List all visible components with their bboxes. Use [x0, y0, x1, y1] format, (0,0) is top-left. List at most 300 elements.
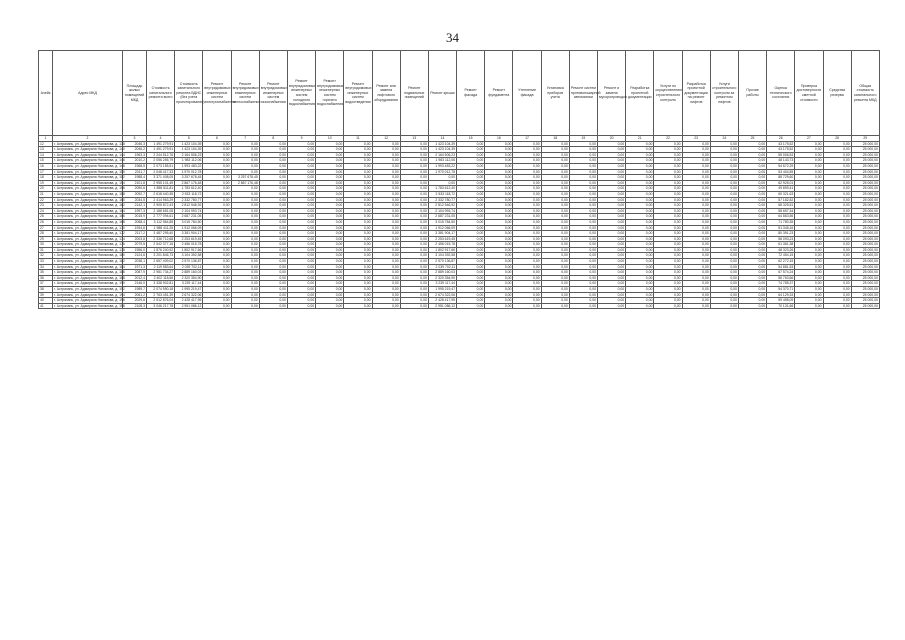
value-cell: 0,00 — [485, 186, 513, 192]
value-cell: 25 000,00 — [851, 163, 879, 169]
value-cell: 0,00 — [738, 264, 766, 270]
value-cell: 2 048 417,33 — [147, 169, 175, 175]
value-cell: 0,00 — [541, 147, 569, 153]
value-cell: 0,00 — [682, 236, 710, 242]
value-cell: 0,00 — [231, 152, 259, 158]
value-cell: 53 404,55 — [767, 169, 795, 175]
value-cell: 0,00 — [654, 275, 682, 281]
value-cell: 0,00 — [400, 253, 428, 259]
value-cell: 2142,1 — [123, 203, 147, 209]
value-cell: 0,00 — [569, 163, 597, 169]
value-cell: 71 780,35 — [767, 219, 795, 225]
value-cell: 0,00 — [513, 141, 541, 147]
column-header-12: Ремонт или замена лифтового оборудования — [372, 51, 400, 136]
column-header-28: Средства резерва — [823, 51, 851, 136]
value-cell: 0,00 — [626, 275, 654, 281]
value-cell: 0,00 — [682, 163, 710, 169]
value-cell: 0,00 — [795, 163, 823, 169]
column-number-28: 28 — [823, 136, 851, 142]
value-cell: 0,00 — [682, 242, 710, 248]
row-index-cell: 28 — [39, 231, 53, 237]
value-cell: 0,00 — [598, 259, 626, 265]
value-cell: 62 272,15 — [767, 259, 795, 265]
column-number-13: 13 — [400, 136, 428, 142]
value-cell: 0,00 — [316, 163, 344, 169]
value-cell: 0,00 — [203, 158, 231, 164]
value-cell: 0,00 — [710, 264, 738, 270]
value-cell: 0,00 — [654, 242, 682, 248]
value-cell: 1988,4 — [123, 175, 147, 181]
value-cell: 0,00 — [400, 275, 428, 281]
value-cell: 0,00 — [457, 141, 485, 147]
value-cell: 0,00 — [485, 191, 513, 197]
value-cell: 0,00 — [231, 191, 259, 197]
row-index-cell: 16 — [39, 163, 53, 169]
row-index-cell: 40 — [39, 298, 53, 304]
value-cell: 64 129,33 — [767, 292, 795, 298]
value-cell: 0,00 — [400, 175, 428, 181]
value-cell: 0,00 — [626, 147, 654, 153]
column-header-3: Площадь жилых помещений МКД — [123, 51, 147, 136]
value-cell: 0,00 — [287, 158, 315, 164]
value-cell: 0,00 — [823, 152, 851, 158]
value-cell: 0,00 — [203, 197, 231, 203]
value-cell: 1 912 066,09 — [175, 225, 203, 231]
value-cell: 0,00 — [738, 231, 766, 237]
value-cell: 0,00 — [203, 225, 231, 231]
column-header-18: Установка приборов учета — [541, 51, 569, 136]
value-cell: 0,00 — [682, 270, 710, 276]
value-cell: 0,00 — [316, 275, 344, 281]
value-cell: 0,00 — [626, 175, 654, 181]
value-cell: 0,00 — [485, 152, 513, 158]
value-cell: 0,00 — [259, 158, 287, 164]
value-cell: 0,00 — [541, 303, 569, 309]
value-cell: 3 201 846,73 — [147, 253, 175, 259]
value-cell: 0,00 — [316, 303, 344, 309]
value-cell: 2146,0 — [123, 281, 147, 287]
value-cell: 0,00 — [231, 158, 259, 164]
address-cell: г. Астрахань, ул. Адмирала Нахимова, д. 178 — [54, 247, 125, 252]
value-cell: 0,00 — [485, 141, 513, 147]
value-cell: 0,00 — [738, 225, 766, 231]
value-cell: 2 164 506,23 — [428, 152, 456, 158]
value-cell: 0,00 — [738, 275, 766, 281]
value-cell: 2015,9 — [123, 214, 147, 220]
address-cell: г. Астрахань, ул. Адмирала Нахимова, д. 198 — [54, 303, 125, 308]
value-cell: 2 332 780,77 — [428, 197, 456, 203]
value-cell: 0,00 — [654, 292, 682, 298]
value-cell: 0,00 — [682, 303, 710, 309]
value-cell: 25 000,00 — [851, 253, 879, 259]
value-cell: 0,00 — [372, 175, 400, 181]
value-cell: 0,00 — [485, 264, 513, 270]
value-cell: 0,00 — [316, 152, 344, 158]
value-cell: 0,00 — [795, 247, 823, 253]
column-number-19: 19 — [569, 136, 597, 142]
value-cell: 0,00 — [738, 152, 766, 158]
value-cell: 0,00 — [569, 270, 597, 276]
value-cell: 0,00 — [598, 147, 626, 153]
value-cell: 0,00 — [738, 169, 766, 175]
row-index-cell: 22 — [39, 197, 53, 203]
value-cell: 0,00 — [485, 147, 513, 153]
value-cell: 0,00 — [823, 298, 851, 304]
value-cell: 0,00 — [259, 214, 287, 220]
value-cell: 0,00 — [710, 253, 738, 259]
value-cell: 0,00 — [654, 191, 682, 197]
value-cell: 0,00 — [795, 180, 823, 186]
value-cell: 0,00 — [541, 231, 569, 237]
value-cell: 43 175,52 — [767, 147, 795, 153]
value-cell: 0,00 — [203, 292, 231, 298]
value-cell: 1 983 112,06 — [175, 158, 203, 164]
column-header-6: Ремонт внутридомовых инженерных систем электроснабжения — [203, 51, 231, 136]
row-index-cell: 29 — [39, 236, 53, 242]
value-cell: 0,00 — [626, 214, 654, 220]
value-cell: 1 988 411,25 — [147, 225, 175, 231]
value-cell: 0,00 — [626, 191, 654, 197]
value-cell: 0,00 — [541, 298, 569, 304]
value-cell: 0,00 — [203, 270, 231, 276]
value-cell: 0,00 — [569, 214, 597, 220]
value-cell: 0,00 — [569, 242, 597, 248]
value-cell: 2101,8 — [123, 180, 147, 186]
value-cell: 0,00 — [316, 298, 344, 304]
value-cell: 0,00 — [344, 203, 372, 209]
value-cell: 0,00 — [231, 298, 259, 304]
value-cell: 0,00 — [259, 180, 287, 186]
value-cell: 1 858 511,81 — [147, 186, 175, 192]
value-cell: 0,00 — [569, 236, 597, 242]
value-cell: 0,00 — [654, 231, 682, 237]
value-cell: 0,00 — [485, 197, 513, 203]
value-cell: 0,00 — [710, 219, 738, 225]
value-cell: 0,00 — [682, 259, 710, 265]
column-header-20: Ремонт и замена мусоропроводов — [598, 51, 626, 136]
value-cell: 0,00 — [400, 264, 428, 270]
value-cell: 0,00 — [738, 147, 766, 153]
value-cell: 0,00 — [231, 147, 259, 153]
address-cell: г. Астрахань, ул. Адмирала Нахимова, д. 184 — [54, 264, 125, 269]
value-cell: 0,00 — [316, 225, 344, 231]
value-cell: 2 428 417,95 — [175, 298, 203, 304]
value-cell: 1 876 240,92 — [147, 247, 175, 253]
value-cell: 54 370,71 — [767, 287, 795, 293]
value-cell: 0,00 — [541, 281, 569, 287]
value-cell: 0,00 — [457, 231, 485, 237]
value-cell: 72 454,15 — [767, 253, 795, 259]
value-cell: 0,00 — [541, 180, 569, 186]
value-cell: 0,00 — [231, 270, 259, 276]
value-cell: 0,00 — [287, 219, 315, 225]
value-cell: 0,00 — [457, 303, 485, 309]
value-cell: 0,00 — [541, 163, 569, 169]
value-cell: 0,00 — [682, 158, 710, 164]
value-cell: 1 802 917,66 — [175, 247, 203, 253]
value-cell: 56 763,66 — [767, 275, 795, 281]
value-cell: 2 674 322,06 — [428, 292, 456, 298]
value-cell: 0,00 — [457, 152, 485, 158]
value-cell: 0,00 — [203, 298, 231, 304]
value-cell: 25 000,00 — [851, 242, 879, 248]
value-cell: 0,00 — [372, 298, 400, 304]
row-index-cell: 30 — [39, 242, 53, 248]
column-header-1: Ачейк — [39, 51, 53, 136]
value-cell: 0,00 — [203, 219, 231, 225]
value-cell: 0,00 — [795, 208, 823, 214]
value-cell: 2 687 231,05 — [175, 214, 203, 220]
value-cell: 3 487 295,40 — [147, 231, 175, 237]
value-cell: 2 074 590,18 — [147, 287, 175, 293]
address-cell: г. Астрахань, ул. Адмирала Нахимова, д. 150 — [54, 169, 125, 174]
value-cell: 0,00 — [654, 247, 682, 253]
value-cell: 0,00 — [316, 191, 344, 197]
value-cell: 0,00 — [372, 247, 400, 253]
value-cell: 0,00 — [710, 287, 738, 293]
value-cell: 0,00 — [259, 175, 287, 181]
value-cell: 0,00 — [231, 231, 259, 237]
value-cell: 0,00 — [738, 253, 766, 259]
value-cell: 48 143,73 — [767, 158, 795, 164]
column-header-25: Прочие работы — [738, 51, 766, 136]
address-cell: г. Астрахань, ул. Адмирала Нахимова, д. 182 — [54, 259, 125, 264]
value-cell: 0,00 — [287, 169, 315, 175]
value-cell: 0,00 — [344, 163, 372, 169]
value-cell: 0,00 — [485, 292, 513, 298]
value-cell: 0,00 — [738, 298, 766, 304]
value-cell: 59 458,09 — [767, 298, 795, 304]
value-cell: 0,00 — [710, 270, 738, 276]
value-cell: 0,00 — [316, 231, 344, 237]
value-cell: 0,00 — [372, 208, 400, 214]
value-cell: 0,00 — [287, 208, 315, 214]
address-cell: г. Астрахань, ул. Адмирала Нахимова, д. 152 — [54, 175, 125, 180]
value-cell: 1 783 612,40 — [428, 186, 456, 192]
value-cell: 0,00 — [823, 208, 851, 214]
value-cell: 0,00 — [654, 158, 682, 164]
value-cell: 0,00 — [654, 163, 682, 169]
column-number-24: 24 — [710, 136, 738, 142]
value-cell: 0,00 — [598, 169, 626, 175]
value-cell: 0,00 — [682, 191, 710, 197]
value-cell: 0,00 — [259, 264, 287, 270]
value-cell: 0,00 — [287, 275, 315, 281]
value-cell: 0,00 — [738, 236, 766, 242]
value-cell: 0,00 — [823, 186, 851, 192]
value-cell: 0,00 — [513, 270, 541, 276]
value-cell: 0,00 — [259, 163, 287, 169]
value-cell: 2061,2 — [123, 292, 147, 298]
value-cell: 0,00 — [259, 242, 287, 248]
value-cell: 0,00 — [823, 191, 851, 197]
value-cell: 0,00 — [682, 264, 710, 270]
value-cell: 0,00 — [569, 292, 597, 298]
value-cell: 0,00 — [287, 191, 315, 197]
value-cell: 0,00 — [457, 236, 485, 242]
value-cell: 0,00 — [569, 152, 597, 158]
value-cell: 0,00 — [485, 298, 513, 304]
value-cell: 1 995 219,47 — [175, 287, 203, 293]
value-cell: 0,00 — [259, 259, 287, 265]
column-number-29: 29 — [851, 136, 879, 142]
value-cell: 0,00 — [626, 225, 654, 231]
value-cell: 0,00 — [738, 141, 766, 147]
table-row — [39, 303, 880, 309]
value-cell: 2 456 015,78 — [428, 242, 456, 248]
value-cell: 0,00 — [654, 281, 682, 287]
value-cell: 0,00 — [569, 191, 597, 197]
value-cell: 0,00 — [316, 214, 344, 220]
value-cell: 0,00 — [372, 141, 400, 147]
value-cell: 0,00 — [513, 152, 541, 158]
column-number-10: 10 — [316, 136, 344, 142]
value-cell: 0,00 — [569, 287, 597, 293]
value-cell: 0,00 — [541, 203, 569, 209]
value-cell: 0,00 — [316, 253, 344, 259]
value-cell: 0,00 — [344, 264, 372, 270]
value-cell: 1989,7 — [123, 287, 147, 293]
value-cell: 0,00 — [710, 197, 738, 203]
value-cell: 0,00 — [485, 225, 513, 231]
column-number-12: 12 — [372, 136, 400, 142]
value-cell: 0,00 — [738, 158, 766, 164]
value-cell: 0,00 — [654, 180, 682, 186]
value-cell: 0,00 — [569, 208, 597, 214]
value-cell: 0,00 — [316, 292, 344, 298]
column-number-15: 15 — [457, 136, 485, 142]
value-cell: 0,00 — [457, 158, 485, 164]
column-header-9: Ремонт внутридомовых инженерных систем холодного водоснабжения — [287, 51, 315, 136]
value-cell: 0,00 — [626, 236, 654, 242]
value-cell: 0,00 — [344, 236, 372, 242]
value-cell: 0,00 — [823, 197, 851, 203]
value-cell: 0,00 — [654, 141, 682, 147]
column-header-26: Оценка технического состояния — [767, 51, 795, 136]
value-cell: 3 381 904,17 — [428, 231, 456, 237]
column-header-24: Услуги строительного контроля за ремонтом лифтов — [710, 51, 738, 136]
address-cell: г. Астрахань, ул. Адмирала Нахимова, д. 166 — [54, 214, 125, 219]
value-cell: 70 131,66 — [767, 303, 795, 309]
value-cell: 0,00 — [710, 225, 738, 231]
value-cell: 0,00 — [513, 175, 541, 181]
value-cell: 0,00 — [626, 152, 654, 158]
value-cell: 3 112 564,85 — [147, 219, 175, 225]
value-cell: 0,00 — [541, 219, 569, 225]
value-cell: 0,00 — [569, 275, 597, 281]
value-cell: 0,00 — [654, 259, 682, 265]
value-cell: 3 239 117,44 — [428, 281, 456, 287]
value-cell: 0,00 — [682, 287, 710, 293]
value-cell: 0,00 — [259, 191, 287, 197]
value-cell: 25 000,00 — [851, 281, 879, 287]
value-cell: 0,00 — [823, 236, 851, 242]
value-cell: 25 000,00 — [851, 180, 879, 186]
value-cell: 3 104 392,58 — [175, 253, 203, 259]
value-cell: 0,00 — [344, 191, 372, 197]
value-cell: 0,00 — [259, 253, 287, 259]
value-cell: 0,00 — [344, 281, 372, 287]
value-cell: 0,00 — [710, 191, 738, 197]
column-number-1: 1 — [39, 136, 53, 142]
value-cell: 0,00 — [203, 242, 231, 248]
row-index-cell: 13 — [39, 147, 53, 153]
value-cell: 0,00 — [287, 147, 315, 153]
value-cell: 0,00 — [485, 180, 513, 186]
value-cell: 0,00 — [513, 236, 541, 242]
value-cell: 0,00 — [598, 275, 626, 281]
value-cell: 0,00 — [682, 298, 710, 304]
value-cell: 2 414 963,29 — [147, 197, 175, 203]
value-cell: 0,00 — [823, 163, 851, 169]
value-cell: 0,00 — [598, 270, 626, 276]
value-cell: 0,00 — [682, 225, 710, 231]
row-index-cell: 18 — [39, 175, 53, 181]
value-cell: 0,00 — [287, 152, 315, 158]
row-index-cell: 24 — [39, 208, 53, 214]
value-cell: 25 000,00 — [851, 175, 879, 181]
value-cell: 2 188 651,08 — [147, 208, 175, 214]
value-cell: 0,00 — [710, 203, 738, 209]
value-cell: 2 981 734,27 — [147, 270, 175, 276]
value-cell: 0,00 — [400, 147, 428, 153]
column-header-29: Общая стоимость капитального ремонта МКД — [851, 51, 879, 136]
value-cell: 0,00 — [344, 303, 372, 309]
value-cell: 0,00 — [287, 270, 315, 276]
value-cell: 0,00 — [344, 214, 372, 220]
value-cell: 0,00 — [541, 208, 569, 214]
value-cell: 0,00 — [541, 275, 569, 281]
value-cell: 0,00 — [795, 147, 823, 153]
value-cell: 0,00 — [541, 287, 569, 293]
value-cell: 25 000,00 — [851, 197, 879, 203]
value-cell: 0,00 — [513, 219, 541, 225]
value-cell: 0,00 — [710, 180, 738, 186]
value-cell: 0,00 — [231, 197, 259, 203]
value-cell: 3 104 392,58 — [428, 253, 456, 259]
value-cell: 2 119 583,64 — [147, 264, 175, 270]
row-index-cell: 12 — [39, 141, 53, 147]
value-cell: 0,00 — [626, 303, 654, 309]
value-cell: 0,00 — [485, 281, 513, 287]
value-cell: 3 015 784,50 — [175, 219, 203, 225]
value-cell: 0,00 — [203, 231, 231, 237]
value-cell: 0,00 — [569, 141, 597, 147]
value-cell: 0,00 — [400, 180, 428, 186]
value-cell: 25 000,00 — [851, 169, 879, 175]
column-number-6: 6 — [203, 136, 231, 142]
row-index-cell: 39 — [39, 292, 53, 298]
value-cell: 1956,0 — [123, 247, 147, 253]
value-cell: 0,00 — [654, 186, 682, 192]
value-cell: 0,00 — [485, 175, 513, 181]
value-cell: 0,00 — [710, 152, 738, 158]
value-cell: 0,00 — [400, 292, 428, 298]
value-cell: 25 000,00 — [851, 186, 879, 192]
value-cell: 1934,6 — [123, 225, 147, 231]
value-cell: 0,00 — [513, 191, 541, 197]
value-cell: 0,00 — [457, 147, 485, 153]
value-cell: 0,00 — [795, 225, 823, 231]
value-cell: 0,00 — [203, 191, 231, 197]
value-cell: 2 039 702,11 — [428, 264, 456, 270]
value-cell: 0,00 — [598, 203, 626, 209]
value-cell: 0,00 — [569, 281, 597, 287]
address-cell: г. Астрахань, ул. Адмирала Нахимова, д. 196 — [54, 298, 125, 303]
value-cell: 0,00 — [795, 270, 823, 276]
value-cell: 2 332 780,77 — [175, 197, 203, 203]
value-cell: 0,00 — [569, 231, 597, 237]
